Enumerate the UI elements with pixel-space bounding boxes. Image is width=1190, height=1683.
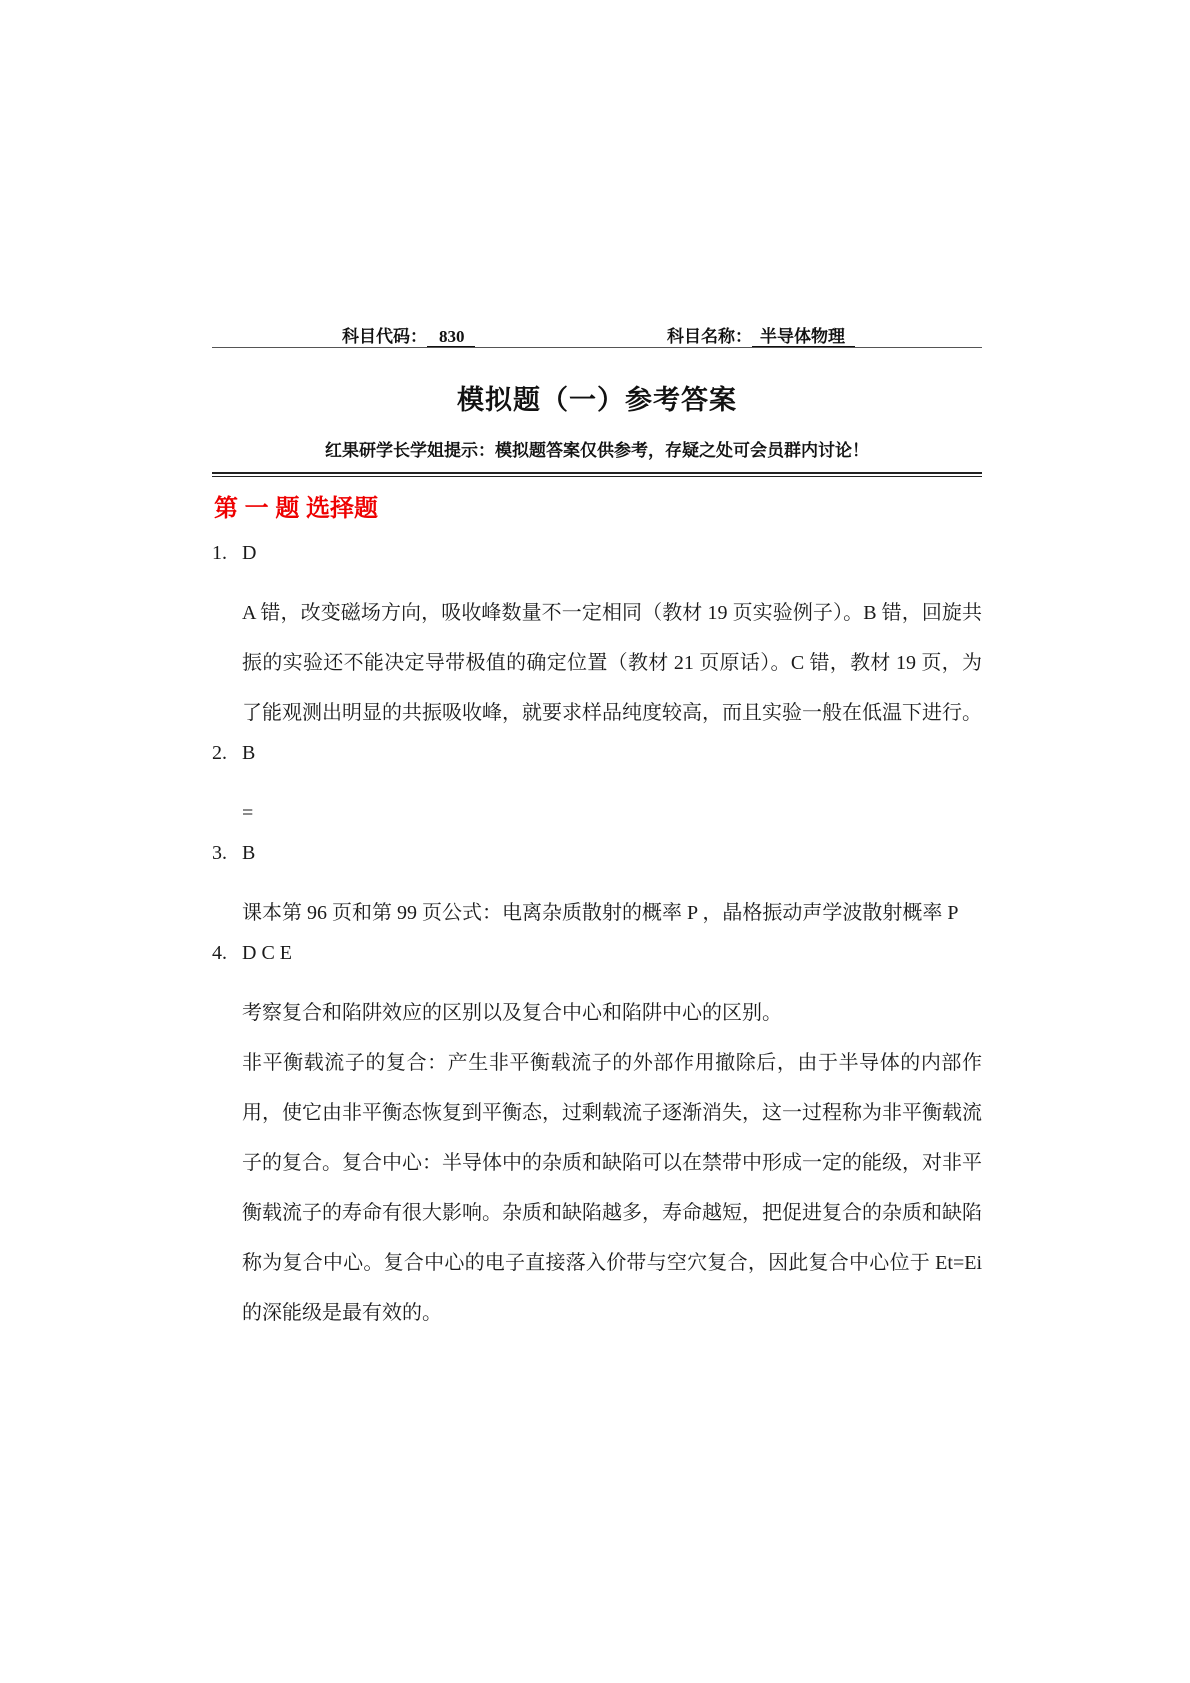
question-item xyxy=(212,538,982,738)
question-answer-line xyxy=(212,838,982,888)
subject-header xyxy=(212,318,982,346)
answer-letter: B xyxy=(242,842,256,864)
question-item xyxy=(212,738,982,838)
subject-code-value: 830 xyxy=(427,328,475,348)
explanation-paragraph: 考察复合和陷阱效应的区别以及复合中心和陷阱中心的区别。 xyxy=(242,1002,782,1024)
subject-code-label: 科目代码： xyxy=(342,327,427,346)
answer-letter: D C E xyxy=(242,942,292,964)
question-number: 4. xyxy=(212,942,227,964)
answers-content xyxy=(212,538,982,1338)
question-item xyxy=(212,938,982,1338)
question-explanation xyxy=(212,988,982,1338)
question-explanation xyxy=(212,588,982,738)
explanation-paragraph: 非平衡载流子的复合：产生非平衡载流子的外部作用撤除后，由于半导体的内部作用，使它由非平衡态恢复到平衡态，过剩载流子逐渐消失，这一过程称为非平衡载流子的复合。复合中心：半导体中的杂质和缺陷可以在禁带中形成一定的能级，对非平衡载流子的寿命有很大影响。杂质和缺陷越多，寿命越短，把促进复合的杂质和缺陷称为复合中心。复合中心的电子直接落入价带与空穴复合，因此复合中心位于 Et=Ei 的深能级是最有效的。 xyxy=(242,1052,982,1324)
question-answer-line xyxy=(212,538,982,588)
answer-letter: B xyxy=(242,742,256,764)
question-number: 3. xyxy=(212,842,227,864)
title-double-divider xyxy=(212,472,982,477)
answer-letter: D xyxy=(242,542,257,564)
section-heading: 第 一 题 选择题 xyxy=(214,495,379,522)
subject-code xyxy=(342,322,475,348)
explanation-paragraph: 课本第 96 页和第 99 页公式：电离杂质散射的概率 P ，晶格振动声学波散射概率 P xyxy=(242,902,959,924)
question-item xyxy=(212,838,982,938)
subject-name-label: 科目名称： xyxy=(667,327,752,346)
question-answer-line xyxy=(212,938,982,988)
notice-text: 红果研学长学姐提示：模拟题答案仅供参考，存疑之处可会员群内讨论！ xyxy=(325,441,869,460)
question-number: 1. xyxy=(212,542,227,564)
explanation-paragraph: A 错，改变磁场方向，吸收峰数量不一定相同（教材 19 页实验例子）。B 错，回旋共振的实验还不能决定导带极值的确定位置（教材 21 页原话）。C 错，教材 19 页，为了能观测出明显的共振吸收峰，就要求样品纯度较高，而且实验一般在低温下进行。 xyxy=(242,602,982,724)
question-number: 2. xyxy=(212,742,227,764)
question-explanation xyxy=(212,888,982,938)
question-answer-line xyxy=(212,738,982,788)
subject-name-value: 半导体物理 xyxy=(752,328,855,348)
document-title: 模拟题（一）参考答案 xyxy=(457,385,737,415)
question-explanation xyxy=(212,788,982,838)
explanation-paragraph: = xyxy=(242,802,254,824)
header-divider xyxy=(212,347,982,348)
subject-name xyxy=(667,322,855,348)
